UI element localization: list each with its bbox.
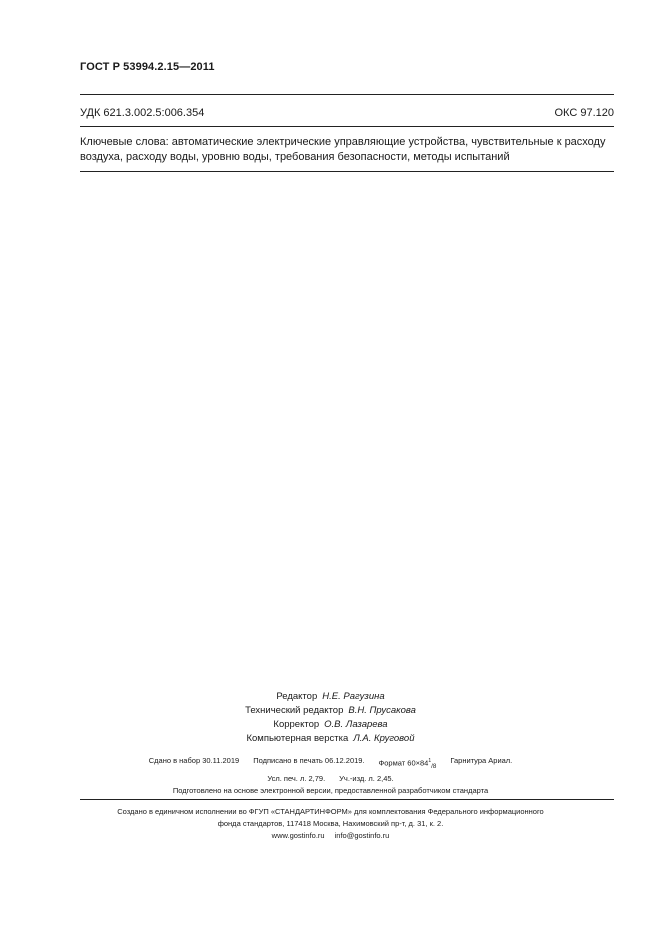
imprint-row-1: [0, 755, 661, 773]
divider-classification: [80, 126, 614, 127]
email-link[interactable]: info@gostinfo.ru: [334, 831, 390, 840]
imprint-row-2: [0, 773, 661, 785]
credit-corrector: [0, 718, 661, 732]
keywords-paragraph: Ключевые слова: автоматические электрические управляющие устройства, чувствительные к расходу воздуха, расходу воды, уровню воды, требования безопасности, методы испытаний: [80, 136, 606, 163]
credit-role: Редактор: [276, 691, 318, 702]
publisher-sheets: Уч.-изд. л. 2,45.: [339, 774, 394, 783]
credit-name: Н.Е. Рагузина: [322, 691, 385, 702]
oks-code: ОКС 97.120: [554, 107, 614, 119]
credit-editor: [0, 690, 661, 704]
paper-format: Формат $60\times 84^1_{/8}$: [378, 758, 437, 770]
document-code: ГОСТ Р 53994.2.15—2011: [80, 61, 215, 73]
footer-line-2: фонда стандартов, 117418 Москва, Нахимовский пр-т, д. 31, к. 2.: [217, 819, 444, 828]
credit-name: В.Н. Прусакова: [348, 705, 416, 716]
imprint-block: [0, 755, 661, 797]
credit-role: Корректор: [273, 719, 320, 730]
credit-name: Л.А. Круговой: [353, 733, 415, 744]
print-sheets: Усл. печ. л. 2,79.: [267, 774, 326, 783]
divider-top: [80, 94, 614, 95]
signed-date: Подписано в печать 06.12.2019.: [253, 756, 365, 765]
udc-code: УДК 621.3.002.5:006.354: [80, 107, 205, 119]
website-link[interactable]: www.gostinfo.ru: [271, 831, 325, 840]
credit-technical-editor: [0, 704, 661, 718]
credit-role: Компьютерная верстка: [246, 733, 349, 744]
footer-links: [0, 830, 661, 842]
credits-block: [0, 690, 661, 746]
credit-layout: [0, 732, 661, 746]
typeface: Гарнитура Ариал.: [450, 756, 513, 765]
footer-block: [0, 806, 661, 842]
divider-keywords: [80, 171, 614, 172]
credit-role: Технический редактор: [245, 705, 344, 716]
divider-footer: [80, 799, 614, 800]
prepared-note: Подготовлено на основе электронной версии, предоставленной разработчиком стандарта: [172, 786, 489, 795]
credit-name: О.В. Лазарева: [324, 719, 388, 730]
submitted-date: Сдано в набор 30.11.2019: [148, 756, 240, 765]
footer-line-1: Создано в единичном исполнении во ФГУП «СТАНДАРТИНФОРМ» для комплектования Федерального информационного: [117, 807, 544, 816]
